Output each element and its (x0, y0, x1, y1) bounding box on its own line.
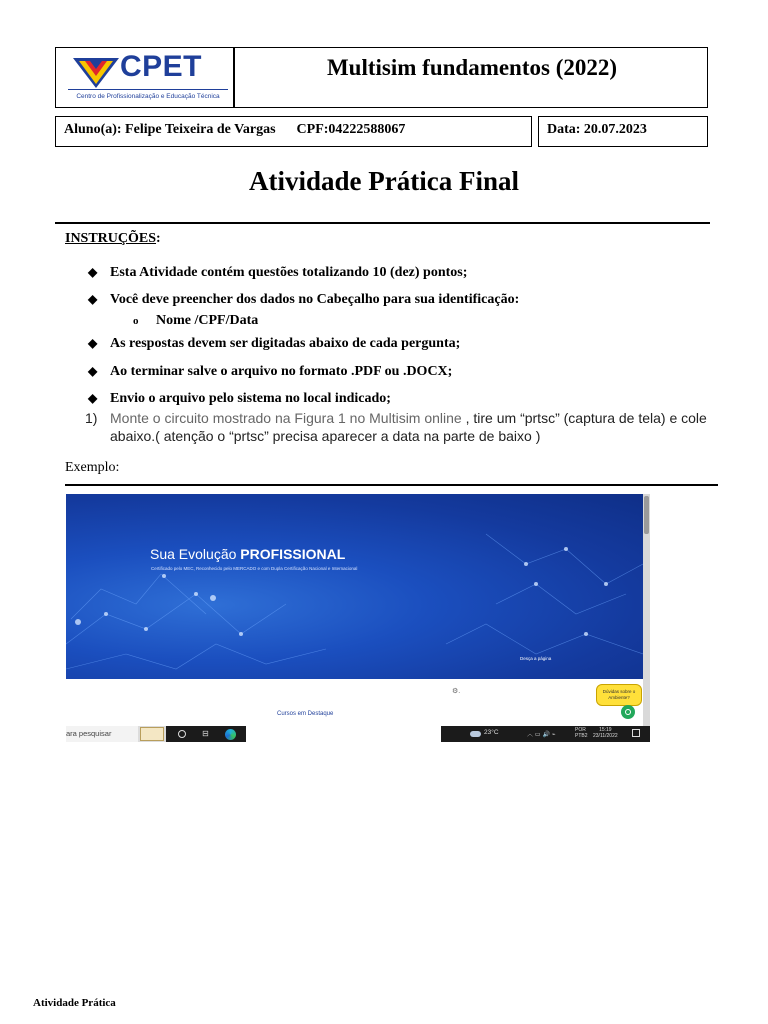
instruction-item (88, 292, 519, 308)
page-footer: Atividade Prática (33, 997, 116, 1009)
network-lines-icon (66, 494, 643, 679)
title-rule (55, 222, 710, 224)
question-text-highlight: Monte o circuito mostrado na Figura 1 no Multisim online (110, 410, 462, 426)
example-screenshot (66, 494, 650, 742)
chat-bubble[interactable]: Dúvidas sobre o Ambiente? (596, 684, 642, 706)
instruction-sub-text: Nome /CPF/Data (156, 313, 259, 328)
chat-icon[interactable] (621, 705, 635, 719)
clock-date: 23/11/2022 (593, 733, 618, 739)
scrollbar-thumb[interactable] (644, 496, 649, 534)
sub-bullet-marker: o (133, 315, 139, 327)
diamond-bullet-icon: ◆ (88, 292, 98, 306)
system-tray-icons[interactable]: ︿ ▭ 🔊 ⌁ (527, 731, 556, 738)
logo-subtitle: Centro de Profissionalização e Educação Técnica (76, 93, 220, 100)
taskbar-widget-icon[interactable] (140, 727, 164, 741)
question-number: 1) (85, 410, 98, 426)
edge-browser-icon[interactable] (225, 729, 236, 740)
weather-temperature[interactable]: 23°C (484, 729, 499, 736)
banner-title (150, 546, 345, 562)
diamond-bullet-icon: ◆ (88, 265, 98, 279)
example-label: Exemplo: (65, 460, 120, 475)
instruction-text: Ao terminar salve o arquivo no formato .PDF ou .DOCX; (110, 364, 453, 379)
logo-text: CPET (120, 50, 203, 83)
diamond-bullet-icon: ◆ (88, 336, 98, 350)
instruction-text: As respostas devem ser digitadas abaixo de cada pergunta; (110, 336, 461, 351)
language-code: POR (575, 727, 586, 733)
date-field: Data: 20.07.2023 (547, 122, 647, 137)
student-info: Aluno(a): Felipe Teixeira de Vargas CPF:04222588067 (64, 122, 406, 137)
instruction-item (88, 265, 467, 281)
page-title: Atividade Prática Final (249, 166, 519, 196)
instructions-heading-text: INSTRUÇÕES (65, 231, 157, 246)
instructions-heading-colon: : (156, 231, 161, 246)
question-text-rest: , tire um “prtsc” (captura de tela) e cole abaixo.( atenção o “prtsc” precisa aparecer a data na parte de baixo ) (110, 410, 707, 444)
instruction-item (88, 391, 391, 407)
task-view-icon[interactable]: ⊟ (202, 729, 209, 738)
header-divider (233, 47, 235, 108)
banner-title-bold: PROFISSIONAL (240, 546, 346, 562)
loading-icon: ⚙. (452, 688, 461, 695)
instruction-text: Envio o arquivo pelo sistema no local indicado; (110, 391, 391, 406)
instructions-heading (65, 231, 161, 247)
cortana-icon[interactable] (178, 730, 186, 738)
diamond-bullet-icon: ◆ (88, 364, 98, 378)
instruction-text: Esta Atividade contém questões totalizando 10 (dez) pontos; (110, 265, 468, 280)
clock[interactable] (593, 727, 618, 739)
question-1 (85, 409, 715, 445)
course-title: Multisim fundamentos (2022) (326, 55, 618, 80)
banner-subtitle: Certificado pelo MEC, Reconhecido pelo MERCADO e com Dupla Certificação Nacional e Internacional (151, 566, 358, 571)
instruction-item (88, 364, 452, 380)
keyboard-layout: PTB2 (575, 733, 588, 739)
logo-divider (68, 89, 228, 90)
banner-image (66, 494, 643, 679)
instruction-text: Você deve preencher dos dados no Cabeçalho para sua identificação: (110, 292, 520, 307)
taskbar-search[interactable]: ara pesquisar (66, 726, 138, 742)
instruction-item (88, 336, 460, 352)
clock-time: 15:19 (599, 727, 612, 733)
logo-mark-icon (71, 54, 121, 90)
notification-icon[interactable] (632, 729, 640, 737)
instruction-sub-item (133, 313, 258, 329)
diamond-bullet-icon: ◆ (88, 391, 98, 405)
question-text (110, 409, 715, 445)
page-content-area (66, 679, 643, 726)
weather-icon[interactable] (470, 731, 481, 737)
language-indicator[interactable] (575, 727, 588, 739)
scroll-hint[interactable]: Desça a página (520, 656, 552, 661)
example-rule (65, 484, 718, 486)
banner-title-plain: Sua Evolução (150, 546, 241, 562)
section-label[interactable]: Cursos em Destaque (277, 711, 334, 717)
